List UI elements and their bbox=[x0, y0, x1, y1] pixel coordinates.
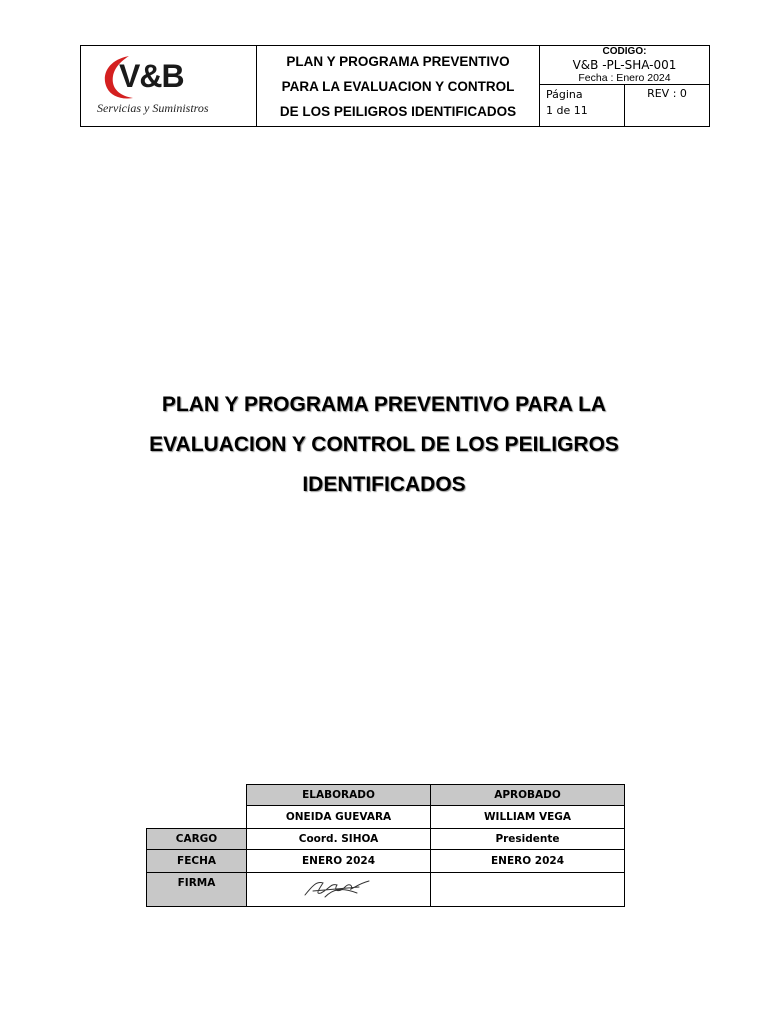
aprobado-fecha: ENERO 2024 bbox=[431, 850, 625, 873]
elaborado-signature-cell bbox=[247, 873, 431, 907]
approval-table bbox=[146, 784, 625, 907]
document-date: Fecha : Enero 2024 bbox=[578, 72, 671, 84]
elaborado-fecha: ENERO 2024 bbox=[247, 850, 431, 873]
document-header bbox=[80, 45, 710, 127]
code-value: V&B -PL-SHA-001 bbox=[572, 58, 677, 72]
aprobado-cargo: Presidente bbox=[431, 829, 625, 850]
firma-label: FIRMA bbox=[147, 873, 247, 907]
handwritten-signature-icon bbox=[299, 875, 379, 901]
company-logo bbox=[81, 46, 256, 126]
elaborado-name: ONEIDA GUEVARA bbox=[247, 806, 431, 829]
revision-text: REV : 0 bbox=[647, 87, 687, 100]
aprobado-header: APROBADO bbox=[431, 785, 625, 806]
header-title bbox=[257, 46, 540, 127]
aprobado-signature-cell bbox=[431, 873, 625, 907]
aprobado-name: WILLIAM VEGA bbox=[431, 806, 625, 829]
revision-cell bbox=[625, 85, 710, 127]
code-cell bbox=[540, 46, 710, 85]
header-title-line2: PARA LA EVALUACION Y CONTROL bbox=[281, 78, 515, 94]
code-label: CODIGO: bbox=[602, 46, 647, 57]
logo-cell bbox=[81, 46, 257, 127]
main-title-line3: IDENTIFICADOS bbox=[302, 473, 466, 496]
page-number: 1 de 11 bbox=[546, 104, 588, 117]
page-cell bbox=[540, 85, 625, 127]
main-title-line1: PLAN Y PROGRAMA PREVENTIVO PARA LA bbox=[161, 393, 607, 416]
elaborado-cargo: Coord. SIHOA bbox=[247, 829, 431, 850]
document-main-title bbox=[100, 385, 668, 505]
header-title-line3: DE LOS PEILIGROS IDENTIFICADOS bbox=[279, 103, 517, 119]
logo-subtitle: Servicias y Suministros bbox=[97, 101, 209, 115]
page-label: Página bbox=[546, 88, 583, 101]
logo-text: V&B bbox=[119, 58, 184, 94]
main-title-line2: EVALUACION Y CONTROL DE LOS PEILIGROS bbox=[149, 433, 619, 456]
header-title-line1: PLAN Y PROGRAMA PREVENTIVO bbox=[286, 53, 510, 69]
elaborado-header: ELABORADO bbox=[247, 785, 431, 806]
cargo-label: CARGO bbox=[147, 829, 247, 850]
fecha-label: FECHA bbox=[147, 850, 247, 873]
